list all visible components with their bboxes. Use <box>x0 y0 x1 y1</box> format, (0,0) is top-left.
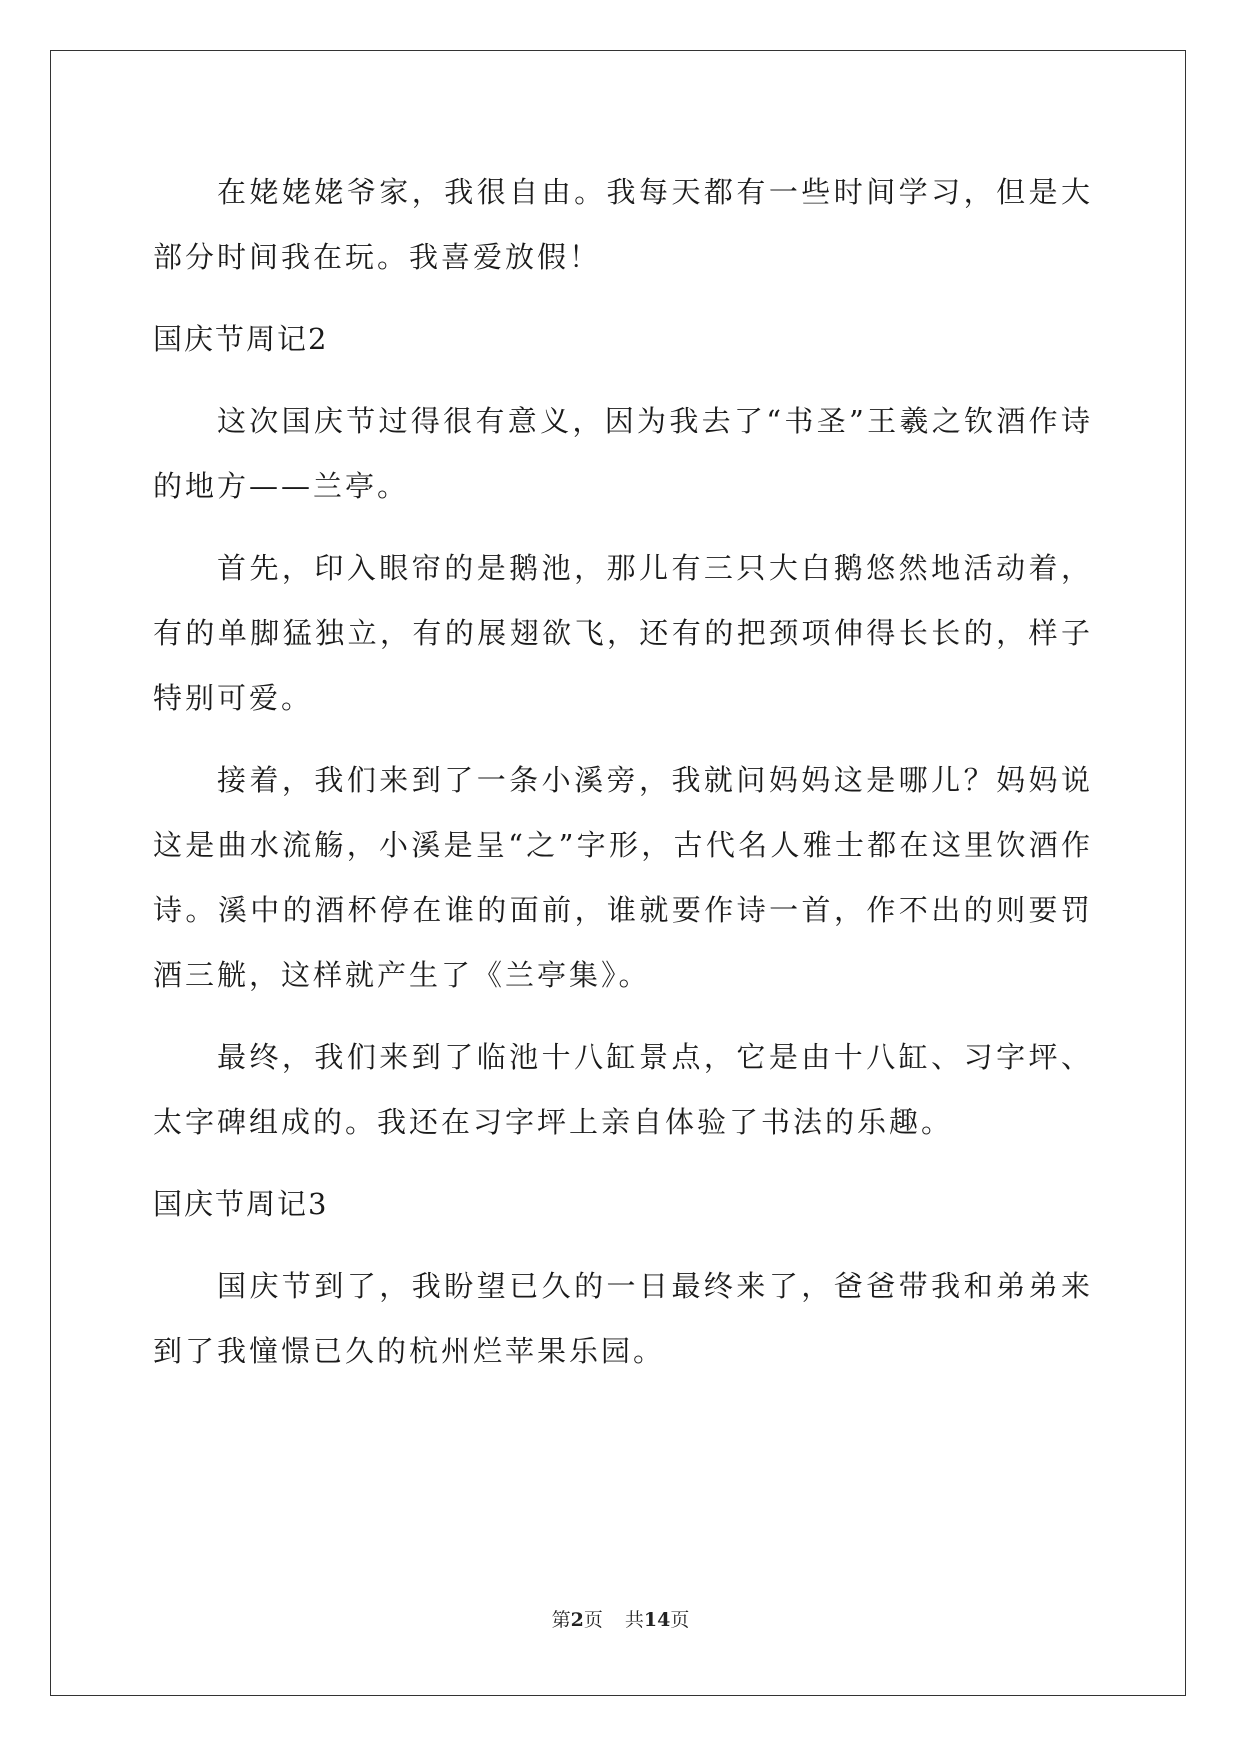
paragraph: 这次国庆节过得很有意义，因为我去了“书圣”王羲之钦酒作诗的地方——兰亭。 <box>153 404 1093 503</box>
page-number: 2 <box>570 1609 584 1631</box>
paragraph: 最终，我们来到了临池十八缸景点，它是由十八缸、习字坪、太字碑组成的。我还在习字坪上亲自体验了书法的乐趣。 <box>153 1040 1093 1139</box>
paragraph: 在姥姥姥爷家，我很自由。我每天都有一些时间学习，但是大部分时间我在玩。我喜爱放假！ <box>153 175 1093 274</box>
section-heading: 国庆节周记2 <box>153 322 329 356</box>
document-body <box>153 160 1093 1401</box>
section-heading: 国庆节周记3 <box>153 1187 329 1221</box>
total-pages: 14 <box>643 1609 671 1631</box>
page-suffix: 页 <box>583 1609 603 1631</box>
paragraph: 首先，印入眼帘的是鹅池，那儿有三只大白鹅悠然地活动着，有的单脚猛独立，有的展翅欲飞，还有的把颈项伸得长长的，样子特别可爱。 <box>153 551 1093 715</box>
page-prefix: 第 <box>551 1609 571 1631</box>
total-prefix: 共 <box>624 1609 644 1631</box>
total-suffix: 页 <box>670 1609 690 1631</box>
paragraph: 国庆节到了，我盼望已久的一日最终来了，爸爸带我和弟弟来到了我憧憬已久的杭州烂苹果乐园。 <box>153 1269 1093 1368</box>
paragraph: 接着，我们来到了一条小溪旁，我就问妈妈这是哪儿？妈妈说这是曲水流觞，小溪是呈“之”字形，古代名人雅士都在这里饮酒作诗。溪中的酒杯停在谁的面前，谁就要作诗一首，作不出的则要罚酒三觥，这样就产生了《兰亭集》。 <box>153 763 1093 992</box>
page-footer <box>0 1605 1241 1632</box>
